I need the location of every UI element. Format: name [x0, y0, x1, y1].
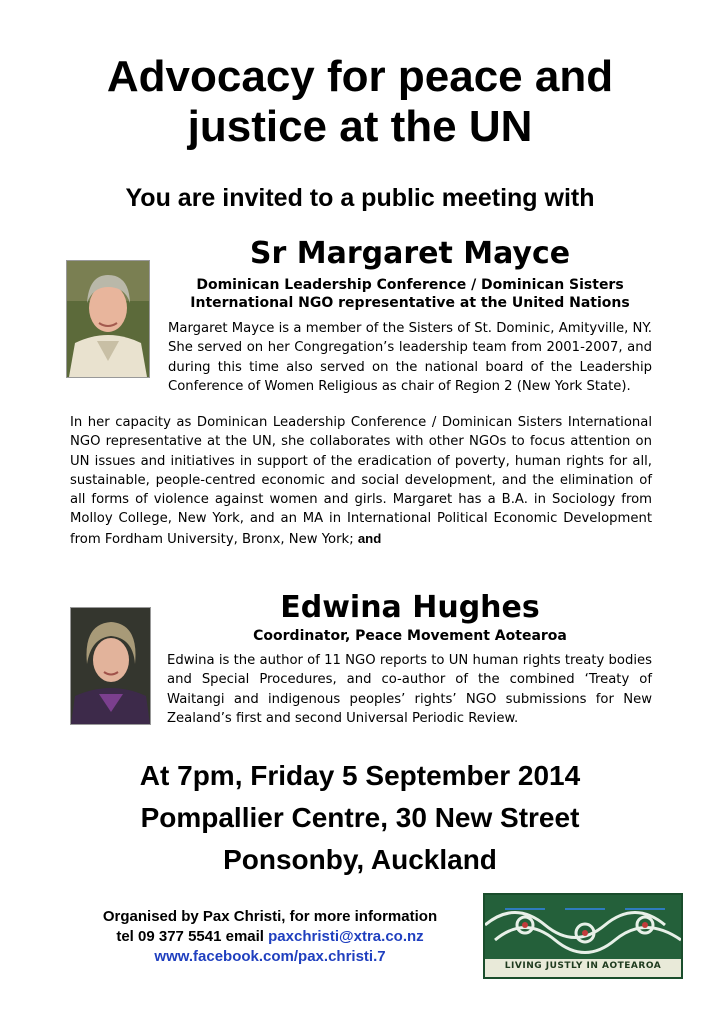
event-datetime: At 7pm, Friday 5 September 2014: [139, 760, 581, 791]
speaker-1-name: Sr Margaret Mayce: [249, 236, 571, 271]
facebook-link[interactable]: www.facebook.com/pax.christi.7: [154, 948, 386, 965]
invitation-heading: You are invited to a public meeting with: [125, 184, 595, 212]
edwina-hughes-photo: [70, 607, 151, 725]
contact-line: [40, 927, 500, 947]
speaker-1-bio-paragraph-1: Margaret Mayce is a member of the Sisters of St. Dominic, Amityville, NY. She served on her Congregation’s leadership team from 2001-2007, and during this time also served on the national board of the Leadership Conference of Women Religious as chair of Region 2 (New York State).: [168, 321, 652, 394]
speaker-1-bio-block: [70, 319, 652, 396]
speaker-2-bio: Edwina is the author of 11 NGO reports to UN human rights treaty bodies and Special Procedures, and co-author of the combined ‘Treaty of Waitangi and indigenous peoples’ rights’ NGO submissions for New Zealand’s first and second Universal Periodic Review.: [167, 653, 652, 726]
event-suburb: Ponsonby, Auckland: [223, 844, 497, 875]
title-line-1: Advocacy for peace and: [106, 52, 614, 101]
speaker-2-name: Edwina Hughes: [280, 590, 540, 625]
speaker-2-role: Coordinator, Peace Movement Aotearoa: [253, 628, 567, 644]
logo-caption: LIVING JUSTLY IN AOTEAROA: [504, 961, 662, 971]
event-venue: Pompallier Centre, 30 New Street: [140, 802, 580, 833]
footer-contact: [40, 907, 500, 967]
speaker-1-role-line-2: International NGO representative at the United Nations: [190, 295, 630, 311]
speaker-1-role-line-1: Dominican Leadership Conference / Dominican Sisters: [196, 277, 624, 293]
speaker-1-role: [160, 276, 660, 312]
and-connector: and: [357, 530, 382, 546]
speaker-1-bio-paragraph-2: In her capacity as Dominican Leadership Conference / Dominican Sisters International NGO representative at the UN, she collaborates with other NGOs to focus attention on UN issues and initiatives in support of the eradication of poverty, human rights for all, sustainable, people-centred economic and social development, and the elimination of all forms of violence against women and girls. Margaret has a B.A. in Sociology from Molloy College, New York, and an MA in International Political Economic Development from Fordham University, Bronx, New York;: [70, 415, 652, 547]
title-line-2: justice at the UN: [187, 102, 533, 151]
poster-title: [40, 52, 680, 152]
event-details: [40, 758, 680, 878]
email-link[interactable]: paxchristi@xtra.co.nz: [268, 928, 424, 945]
speaker-1-bio-paragraph-2-block: [70, 413, 652, 549]
organised-by: Organised by Pax Christi, for more information: [102, 908, 438, 925]
phone-email-label: tel 09 377 5541 email: [116, 928, 264, 945]
living-justly-logo: [483, 893, 683, 979]
